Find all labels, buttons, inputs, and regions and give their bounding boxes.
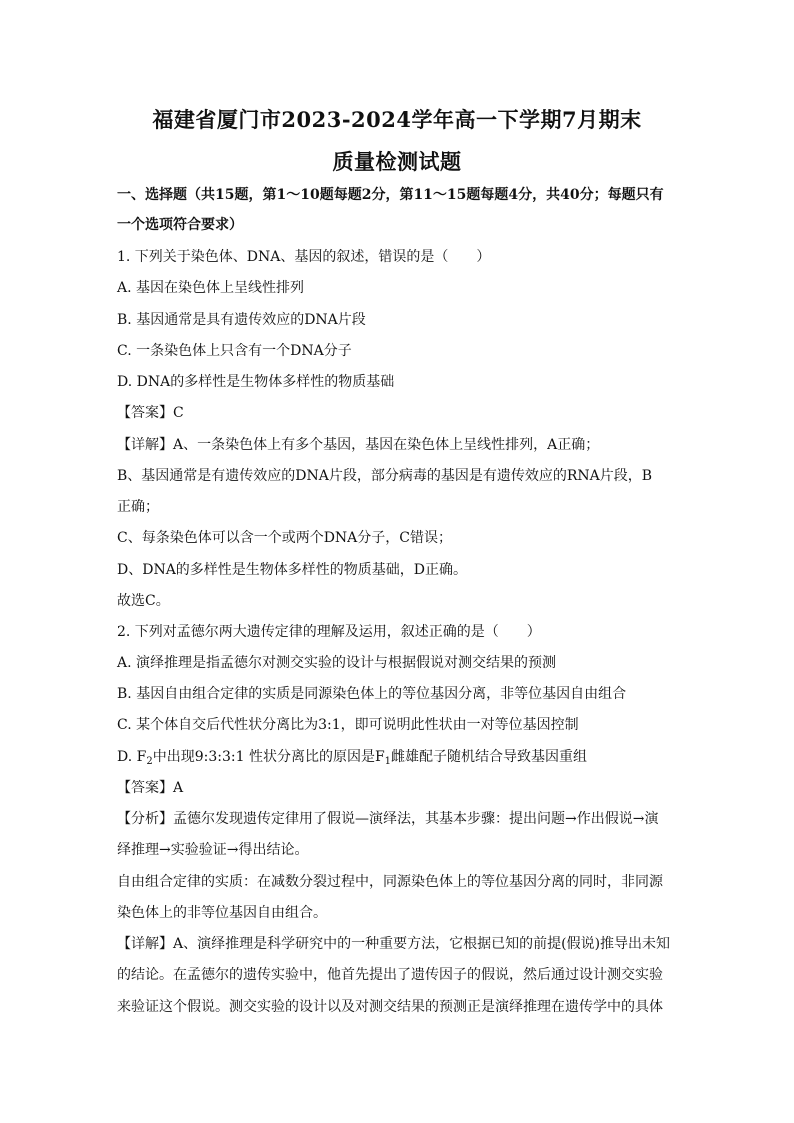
- section-heading-continued: 一个选项符合要求）: [117, 217, 243, 233]
- question-2-explanation: 来验证这个假说。测交实验的设计以及对测交结果的预测正是演绎推理在遗传学中的具体: [117, 999, 663, 1015]
- question-1-option-d: D. DNA的多样性是生物体多样性的物质基础: [117, 374, 395, 390]
- document-subtitle: 质量检测试题: [332, 149, 462, 174]
- question-2-answer: 【答案】A: [117, 780, 184, 796]
- option-d-prefix: D. F: [117, 749, 147, 765]
- question-2-option-d: [117, 747, 687, 767]
- question-2-option-a: A. 演绎推理是指孟德尔对测交实验的设计与根据假说对测交结果的预测: [117, 655, 557, 671]
- question-2-option-c: C. 某个体自交后代性状分离比为3:1，即可说明此性状由一对等位基因控制: [117, 717, 579, 733]
- question-1-conclusion: 故选C。: [117, 593, 170, 609]
- subscript-generation: 1: [384, 756, 392, 767]
- question-1-answer: 【答案】C: [117, 405, 184, 421]
- question-2-analysis: 自由组合定律的实质：在减数分裂过程中，同源染色体上的等位基因分离的同时，非同源: [117, 874, 663, 890]
- question-1-option-c: C. 一条染色体上只含有一个DNA分子: [117, 343, 352, 359]
- question-2-explanation: 【详解】A、演绎推理是科学研究中的一种重要方法，它根据已知的前提(假说)推导出未知: [117, 936, 671, 952]
- question-1-explanation: B、基因通常是有遗传效应的DNA片段，部分病毒的基因是有遗传效应的RNA片段，B: [117, 468, 653, 484]
- question-1-option-a: A. 基因在染色体上呈线性排列: [117, 280, 305, 296]
- question-1-stem: 1. 下列关于染色体、DNA、基因的叙述，错误的是（ ）: [117, 249, 491, 265]
- question-2-analysis: 绎推理→实验验证→得出结论。: [117, 842, 309, 858]
- question-2-explanation: 的结论。在孟德尔的遗传实验中，他首先提出了遗传因子的假说，然后通过设计测交实验: [117, 967, 663, 983]
- section-heading: 一、选择题（共15题，第1～10题每题2分，第11～15题每题4分，共40分；每题只有: [117, 187, 664, 203]
- question-2-option-b: B. 基因自由组合定律的实质是同源染色体上的等位基因分离，非等位基因自由组合: [117, 686, 627, 702]
- question-1-explanation: 正确；: [117, 499, 159, 515]
- question-2-analysis: 染色体上的非等位基因自由组合。: [117, 905, 327, 921]
- option-d-middle: 中出现9:3:3:1 性状分离比的原因是F: [152, 749, 385, 765]
- question-1-explanation: C、每条染色体可以含一个或两个DNA分子，C错误；: [117, 530, 453, 546]
- subscript-generation: 2: [146, 756, 153, 767]
- document-title: 福建省厦门市2023-2024学年高一下学期7月期末: [152, 107, 642, 132]
- question-1-explanation: 【详解】A、一条染色体上有多个基因，基因在染色体上呈线性排列，A正确；: [117, 437, 600, 453]
- question-1-explanation: D、DNA的多样性是生物体多样性的物质基础，D正确。: [117, 562, 468, 578]
- option-d-suffix: 雌雄配子随机结合导致基因重组: [391, 749, 588, 765]
- question-2-stem: 2. 下列对孟德尔两大遗传定律的理解及运用，叙述正确的是（ ）: [117, 624, 541, 640]
- question-1-option-b: B. 基因通常是具有遗传效应的DNA片段: [117, 312, 366, 328]
- question-2-analysis: 【分析】孟德尔发现遗传定律用了假说—演绎法，其基本步骤：提出问题→作出假说→演: [117, 811, 659, 827]
